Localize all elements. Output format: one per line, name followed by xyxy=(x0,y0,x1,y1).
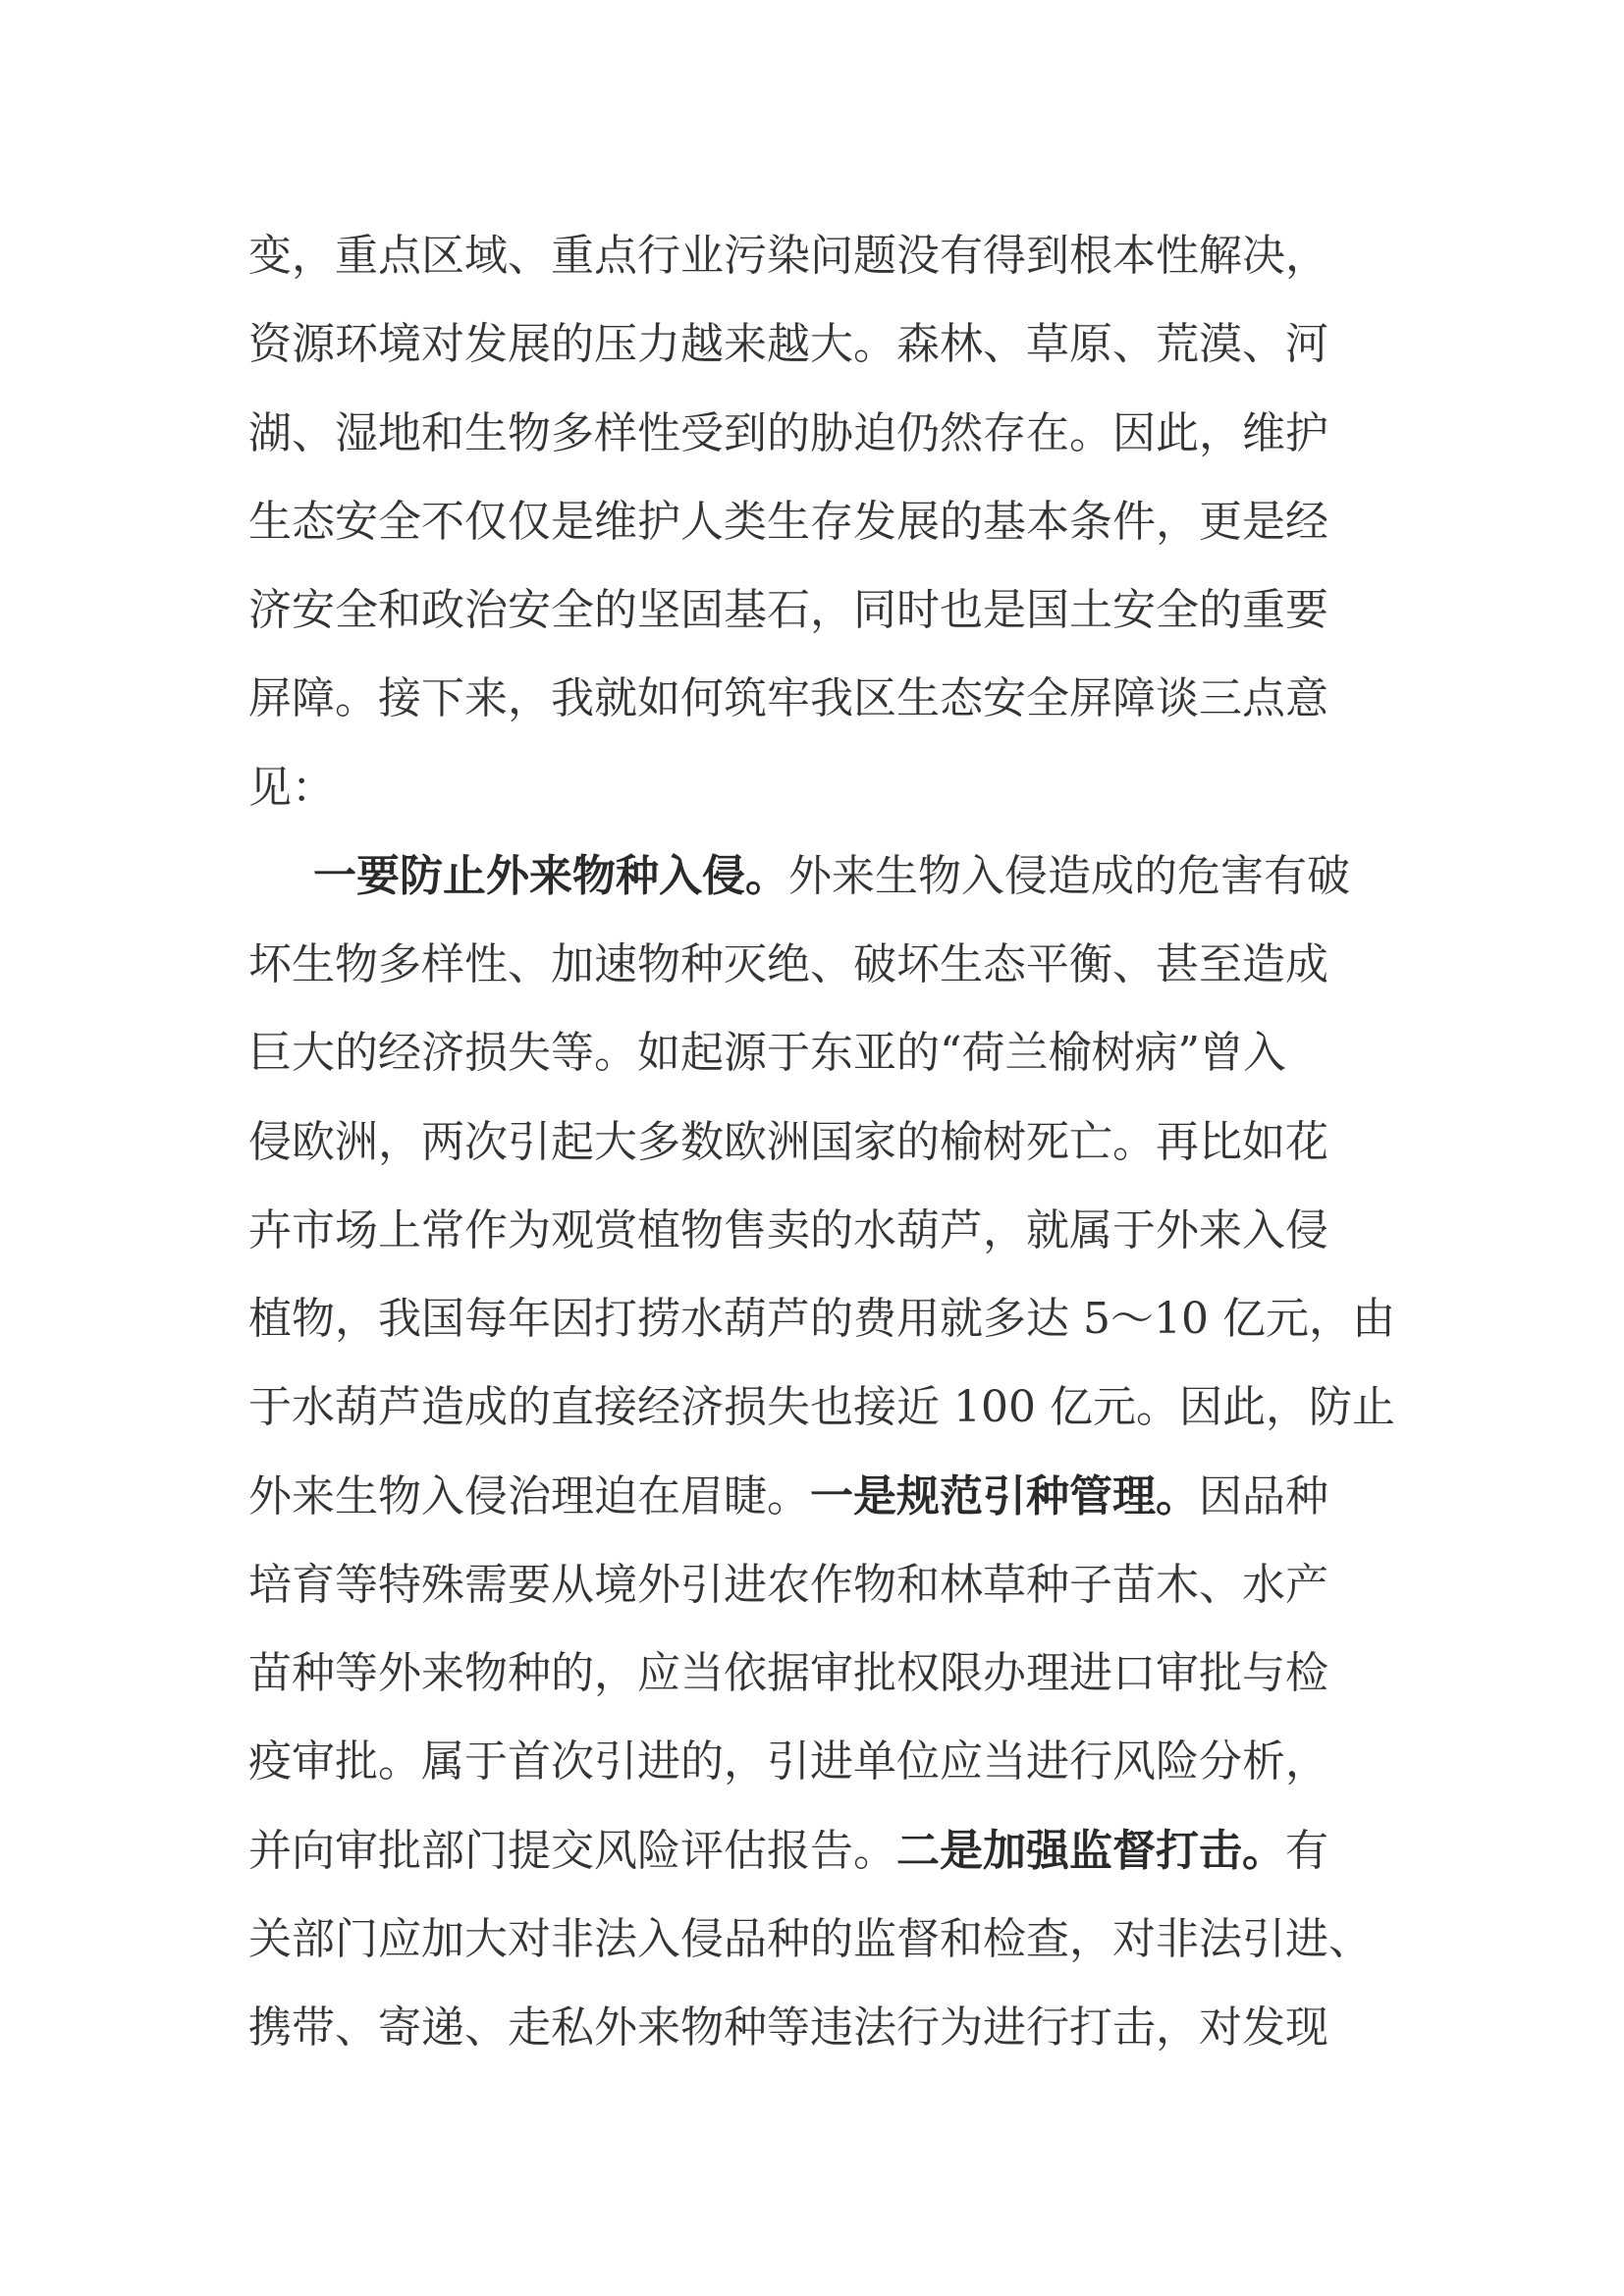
text-line xyxy=(313,832,1350,921)
body-text: 培育等特殊需要从境外引进农作物和林草种子苗木、水产 xyxy=(248,1559,1328,1610)
body-text: 因品种 xyxy=(1199,1470,1328,1522)
body-text: 湖、湿地和生物多样性受到的胁迫仍然存在。因此，维护 xyxy=(248,407,1328,458)
body-text: 屏障。接下来，我就如何筑牢我区生态安全屏障谈三点意 xyxy=(248,673,1328,724)
text-line xyxy=(248,1629,1328,1718)
text-line xyxy=(248,300,1328,389)
text-line xyxy=(248,1807,1328,1896)
body-text: 侵欧洲，两次引起大多数欧洲国家的榆树死亡。再比如花 xyxy=(248,1116,1328,1167)
text-line xyxy=(248,390,1328,478)
text-line xyxy=(248,1984,1328,2072)
body-text: 苗种等外来物种的，应当依据审批权限办理进口审批与检 xyxy=(248,1648,1328,1698)
text-line xyxy=(248,212,1328,300)
body-text: 见： xyxy=(248,762,335,813)
bold-heading-text: 一要防止外来物种入侵。 xyxy=(313,850,788,901)
body-text: 携带、寄递、走私外来物种等违法行为进行打击，对发现 xyxy=(248,2002,1328,2053)
text-line xyxy=(248,1187,1328,1275)
text-line xyxy=(248,655,1328,743)
body-text: 关部门应加大对非法入侵品种的监督和检查，对非法引进、 xyxy=(248,1913,1372,1964)
text-line xyxy=(248,921,1328,1009)
text-line xyxy=(248,1541,1328,1629)
text-line xyxy=(248,1363,1395,1452)
body-text: 外来生物入侵治理迫在眉睫。 xyxy=(248,1470,810,1522)
text-line xyxy=(248,744,335,832)
body-text: 于水葫芦造成的直接经济损失也接近 100 亿元。因此，防止 xyxy=(248,1382,1395,1433)
text-line xyxy=(248,1896,1372,1984)
body-text: 济安全和政治安全的坚固基石，同时也是国土安全的重要 xyxy=(248,585,1328,635)
body-text: 外来生物入侵造成的危害有破 xyxy=(788,850,1350,901)
body-text: 卉市场上常作为观赏植物售卖的水葫芦，就属于外来入侵 xyxy=(248,1204,1328,1255)
bold-heading-text: 一是规范引种管理。 xyxy=(810,1470,1199,1522)
text-line xyxy=(248,566,1328,655)
body-text: 生态安全不仅仅是维护人类生存发展的基本条件，更是经 xyxy=(248,496,1328,547)
body-text: 疫审批。属于首次引进的，引进单位应当进行风险分析， xyxy=(248,1736,1328,1788)
body-text: 巨大的经济损失等。如起源于东亚的“荷兰榆树病”曾入 xyxy=(248,1028,1286,1079)
text-line xyxy=(248,1718,1328,1806)
bold-heading-text: 二是加强监督打击。 xyxy=(896,1825,1285,1876)
body-text: 坏生物多样性、加速物种灭绝、破坏生态平衡、甚至造成 xyxy=(248,939,1328,989)
text-line xyxy=(248,1453,1328,1541)
text-line xyxy=(248,478,1328,566)
body-text: 植物，我国每年因打捞水葫芦的费用就多达 5～10 亿元，由 xyxy=(248,1294,1395,1344)
text-line xyxy=(248,1275,1395,1363)
body-text: 资源环境对发展的压力越来越大。森林、草原、荒漠、河 xyxy=(248,319,1328,370)
text-line xyxy=(248,1098,1328,1187)
body-text: 有 xyxy=(1285,1825,1328,1876)
text-line xyxy=(248,1009,1286,1097)
body-text: 变，重点区域、重点行业污染问题没有得到根本性解决， xyxy=(248,231,1328,281)
body-text: 并向审批部门提交风险评估报告。 xyxy=(248,1825,896,1876)
